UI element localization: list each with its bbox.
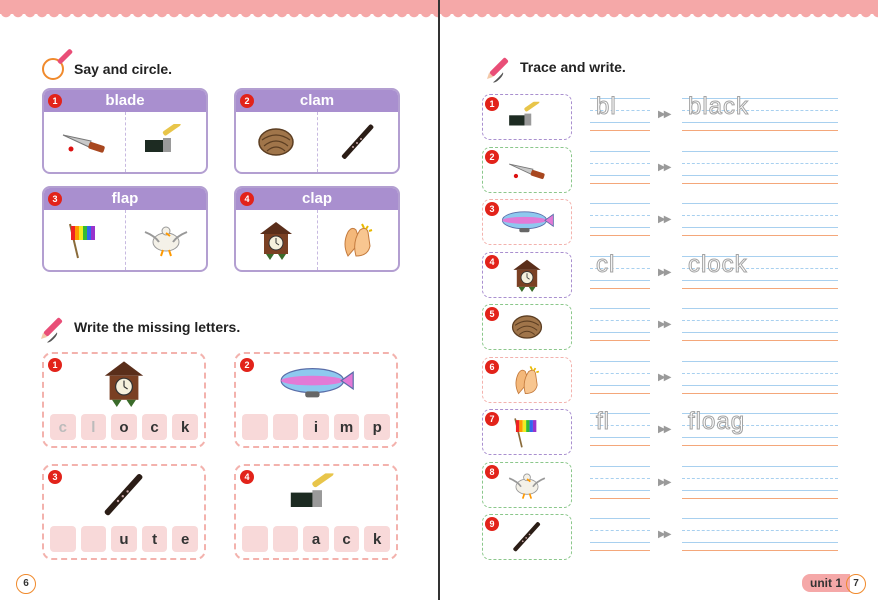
trace-picture-box <box>482 199 572 245</box>
missing-letters-card <box>234 464 398 560</box>
trace-row <box>482 357 852 403</box>
arrow-icon: ▶▶ <box>658 214 670 225</box>
blimp-icon <box>276 365 355 401</box>
knife-icon <box>507 157 546 183</box>
flag-icon <box>64 220 104 260</box>
trace-row <box>482 409 852 455</box>
page-number-left: 6 <box>16 574 36 594</box>
letter-slot[interactable] <box>242 526 268 552</box>
knife-icon <box>61 127 107 157</box>
cuckoo-clock-icon <box>510 256 544 293</box>
circle-card-header <box>44 90 206 112</box>
circle-card-header <box>236 90 398 112</box>
paintbrush-icon <box>507 102 546 133</box>
letter-slot: o <box>111 414 137 440</box>
missing-letters-card <box>234 352 398 448</box>
say-circle-title: Say and circle. <box>74 61 173 77</box>
letter-slot: c <box>334 526 360 552</box>
picture-option[interactable] <box>126 112 207 172</box>
paintbrush-icon <box>143 124 189 160</box>
trace-row <box>482 462 852 508</box>
trace-text: black <box>688 93 750 120</box>
trace-row <box>482 304 852 350</box>
trace-text: cl <box>596 250 616 278</box>
item-number: 3 <box>48 470 62 484</box>
trace-lines-short[interactable] <box>590 308 650 342</box>
trace-picture-box <box>482 147 572 193</box>
item-number: 1 <box>485 97 499 111</box>
paintbrush-icon <box>288 473 343 516</box>
trace-lines-short[interactable] <box>590 466 650 500</box>
trace-picture-box <box>482 514 572 560</box>
item-number: 9 <box>485 517 499 531</box>
trace-text: fl <box>596 408 610 435</box>
letter-slot: k <box>172 414 198 440</box>
trace-lines-short[interactable] <box>590 93 650 132</box>
item-number: 4 <box>485 255 499 269</box>
trace-lines-short[interactable] <box>590 203 650 237</box>
trace-row <box>482 199 852 245</box>
picture-option[interactable] <box>236 112 318 172</box>
unit-label: unit 1 <box>802 574 850 592</box>
trace-row <box>482 514 852 560</box>
trace-picture-box <box>482 304 572 350</box>
clapping-hands-icon <box>338 220 378 260</box>
arrow-icon: ▶▶ <box>658 476 670 488</box>
pencil-icon <box>486 56 512 78</box>
missing-letters-title: Write the missing letters. <box>74 319 241 335</box>
picture-option[interactable] <box>44 210 126 270</box>
item-number: 1 <box>48 94 62 108</box>
letter-slot: p <box>364 414 390 440</box>
trace-picture-box <box>482 252 572 298</box>
letter-slot: c <box>50 414 76 440</box>
letter-slot: k <box>364 526 390 552</box>
trace-picture-box <box>482 357 572 403</box>
picture-option[interactable] <box>236 210 318 270</box>
item-number: 5 <box>485 307 499 321</box>
trace-write-title: Trace and write. <box>520 59 626 75</box>
arrow-icon: ▶▶ <box>658 529 670 540</box>
trace-lines-short[interactable] <box>590 250 650 290</box>
clapping-hands-icon <box>510 363 544 397</box>
flag-icon <box>510 415 544 449</box>
circle-card <box>234 186 400 272</box>
trace-row <box>482 94 852 140</box>
clam-icon <box>510 313 544 340</box>
page-number-right: 7 <box>846 574 866 594</box>
flute-icon <box>96 471 151 519</box>
circle-pencil-icon <box>40 58 66 80</box>
letter-slot: a <box>303 526 329 552</box>
arrow-icon: ▶▶ <box>658 161 670 173</box>
trace-picture-box <box>482 462 572 508</box>
item-number: 2 <box>240 94 254 108</box>
missing-letters-card <box>42 464 206 560</box>
trace-lines-long[interactable] <box>682 518 838 552</box>
picture-option[interactable] <box>44 112 126 172</box>
arrow-icon: ▶▶ <box>658 266 670 278</box>
flute-icon <box>507 520 546 554</box>
trace-lines-short[interactable] <box>590 408 650 447</box>
circle-card-header <box>44 188 206 210</box>
page-divider <box>438 0 440 600</box>
trace-text: clock <box>688 250 748 278</box>
cuckoo-clock-icon <box>100 357 148 410</box>
trace-lines-short[interactable] <box>590 361 650 395</box>
letter-slot[interactable] <box>50 526 76 552</box>
item-number: 3 <box>485 202 499 216</box>
trace-lines-long[interactable] <box>682 308 838 342</box>
letter-slot: m <box>334 414 360 440</box>
letter-slot: e <box>172 526 198 552</box>
circle-card <box>42 186 208 272</box>
letter-slot[interactable] <box>273 414 299 440</box>
pencil-icon <box>40 316 66 338</box>
blimp-icon <box>499 209 555 235</box>
target-word: flap <box>111 190 139 207</box>
item-number: 7 <box>485 412 499 426</box>
target-word: clap <box>301 190 332 207</box>
missing-letters-card <box>42 352 206 448</box>
top-banner-right <box>440 0 878 14</box>
circle-card-header <box>236 188 398 210</box>
trace-row <box>482 147 852 193</box>
trace-lines-short[interactable] <box>590 151 650 185</box>
target-word: blade <box>105 92 145 109</box>
trace-write-heading <box>486 56 626 78</box>
trace-lines-long[interactable] <box>682 250 838 290</box>
trace-text: floag <box>688 408 746 435</box>
letter-slot: c <box>142 414 168 440</box>
trace-lines-short[interactable] <box>590 518 650 552</box>
letter-slot: u <box>111 526 137 552</box>
circle-card <box>234 88 400 174</box>
trace-picture-box <box>482 94 572 140</box>
letter-slot[interactable] <box>273 526 299 552</box>
trace-lines-long[interactable] <box>682 466 838 500</box>
circle-card <box>42 88 208 174</box>
letter-slot: l <box>81 414 107 440</box>
goose-icon <box>141 222 191 258</box>
item-number: 8 <box>485 465 499 479</box>
item-number: 6 <box>485 360 499 374</box>
item-number: 3 <box>48 192 62 206</box>
letter-slot[interactable] <box>242 414 268 440</box>
say-circle-heading <box>40 58 172 80</box>
clam-icon <box>256 126 296 158</box>
arrow-icon: ▶▶ <box>658 109 670 120</box>
arrow-icon: ▶▶ <box>658 424 670 435</box>
trace-lines-long[interactable] <box>682 203 838 237</box>
trace-picture-box <box>482 409 572 455</box>
goose-icon <box>506 469 549 500</box>
letter-slot: t <box>142 526 168 552</box>
letter-slot: i <box>303 414 329 440</box>
trace-text: bl <box>596 93 617 120</box>
letter-slot[interactable] <box>81 526 107 552</box>
item-number: 4 <box>240 192 254 206</box>
missing-letters-heading <box>40 316 240 338</box>
item-number: 2 <box>240 358 254 372</box>
trace-lines-long[interactable] <box>682 408 838 447</box>
arrow-icon: ▶▶ <box>658 371 670 383</box>
trace-row <box>482 252 852 298</box>
picture-option[interactable] <box>126 210 207 270</box>
trace-lines-long[interactable] <box>682 93 838 132</box>
cuckoo-clock-icon <box>256 218 296 262</box>
arrow-icon: ▶▶ <box>658 319 670 330</box>
trace-lines-long[interactable] <box>682 151 838 185</box>
target-word: clam <box>299 92 335 109</box>
item-number: 2 <box>485 150 499 164</box>
flute-icon <box>335 122 381 162</box>
picture-option[interactable] <box>318 210 399 270</box>
trace-lines-long[interactable] <box>682 361 838 395</box>
top-banner-left <box>0 0 438 14</box>
picture-option[interactable] <box>318 112 399 172</box>
item-number: 4 <box>240 470 254 484</box>
item-number: 1 <box>48 358 62 372</box>
